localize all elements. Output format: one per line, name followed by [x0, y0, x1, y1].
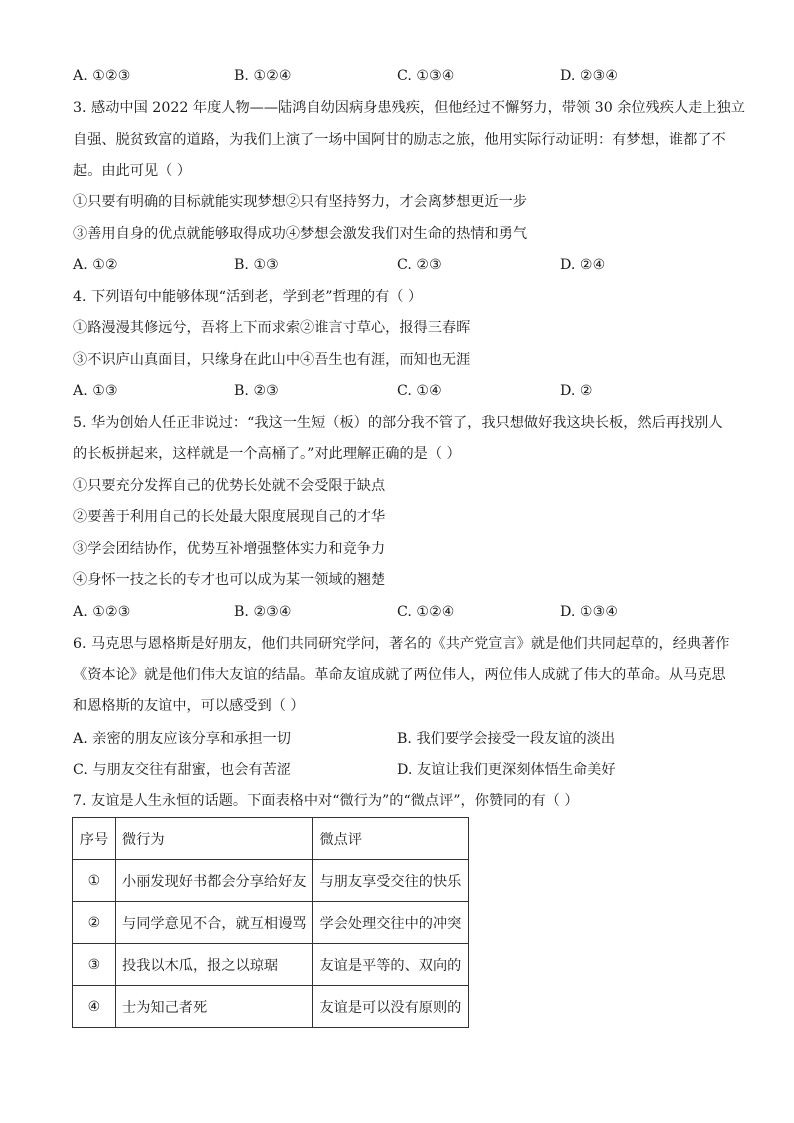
q2-option-d[interactable]: D. ②③④ — [560, 68, 619, 84]
table-cell-index: ③ — [73, 944, 116, 986]
table-cell-index: ① — [73, 860, 116, 902]
q5-option-a[interactable]: A. ①②③ — [73, 604, 131, 620]
q6-options-row-2 — [73, 760, 733, 780]
table-cell-comment: 学会处理交往中的冲突 — [313, 902, 469, 944]
table-header-comment: 微点评 — [313, 818, 469, 860]
q4-statement-line-2: ③不识庐山真面目，只缘身在此山中④吾生也有涯，而知也无涯 — [73, 352, 471, 368]
q7-table — [72, 817, 469, 1028]
q5-statement-1: ①只要充分发挥自己的优势长处就不会受限于缺点 — [73, 478, 386, 494]
table-row — [73, 860, 469, 902]
table-header-index: 序号 — [73, 818, 116, 860]
q5-statement-4: ④身怀一技之长的专才也可以成为某一领域的翘楚 — [73, 572, 386, 588]
q3-option-b[interactable]: B. ①③ — [234, 257, 279, 273]
q6-option-a[interactable]: A. 亲密的朋友应该分享和承担一切 — [73, 731, 291, 747]
table-cell-comment: 友谊是可以没有原则的 — [313, 986, 469, 1028]
q3-stem-line-1: 3. 感动中国 2022 年度人物——陆鸿自幼因病身患残疾，但他经过不懈努力，带领 30 余位残疾人走上独立 — [73, 100, 745, 116]
table-cell-behavior: 投我以木瓜，报之以琼琚 — [116, 944, 313, 986]
table-cell-index: ④ — [73, 986, 116, 1028]
q4-option-a[interactable]: A. ①③ — [73, 383, 118, 399]
q5-option-c[interactable]: C. ①②④ — [397, 604, 455, 620]
table-cell-behavior: 与同学意见不合，就互相谩骂 — [116, 902, 313, 944]
q5-statement-3: ③学会团结协作，优势互补增强整体实力和竞争力 — [73, 541, 386, 557]
q7-stem: 7. 友谊是人生永恒的话题。下面表格中对“微行为”的“微点评”，你赞同的有（ ） — [73, 793, 579, 809]
q6-stem-line-3: 和恩格斯的友谊中，可以感受到（ ） — [73, 698, 305, 714]
q4-option-c[interactable]: C. ①④ — [397, 383, 442, 399]
q3-option-d[interactable]: D. ②④ — [560, 257, 606, 273]
q5-option-d[interactable]: D. ①③④ — [560, 604, 619, 620]
q2-option-b[interactable]: B. ①②④ — [234, 68, 292, 84]
q6-stem-line-1: 6. 马克思与恩格斯是好朋友，他们共同研究学问，著名的《共产党宣言》就是他们共同起草的，经典著作 — [73, 636, 730, 652]
q6-stem-line-2: 《资本论》就是他们伟大友谊的结晶。革命友谊成就了两位伟人，两位伟人成就了伟大的革命。从马克思 — [73, 667, 726, 683]
table-cell-behavior: 士为知己者死 — [116, 986, 313, 1028]
table-row — [73, 944, 469, 986]
table-header-row — [73, 818, 469, 860]
q6-option-d[interactable]: D. 友谊让我们更深刻体悟生命美好 — [397, 762, 616, 778]
q4-stem: 4. 下列语句中能够体现“活到老，学到老”哲理的有（ ） — [73, 289, 423, 305]
q4-statement-line-1: ①路漫漫其修远兮，吾将上下而求索②谁言寸草心，报得三春晖 — [73, 320, 471, 336]
q4-options — [73, 381, 733, 401]
q6-option-c[interactable]: C. 与朋友交往有甜蜜，也会有苦涩 — [73, 762, 291, 778]
q3-option-a[interactable]: A. ①② — [73, 257, 118, 273]
q5-options — [73, 602, 733, 622]
q4-option-b[interactable]: B. ②③ — [234, 383, 279, 399]
q3-statement-line-2: ③善用自身的优点就能够取得成功④梦想会激发我们对生命的热情和勇气 — [73, 226, 528, 242]
q2-option-c[interactable]: C. ①③④ — [397, 68, 455, 84]
q6-options-row-1 — [73, 729, 733, 749]
table-cell-comment: 友谊是平等的、双向的 — [313, 944, 469, 986]
table-cell-index: ② — [73, 902, 116, 944]
table-cell-comment: 与朋友享受交往的快乐 — [313, 860, 469, 902]
q5-stem-line-2: 的长板拼起来，这样就是一个高桶了。”对此理解正确的是（ ） — [73, 446, 461, 462]
q4-option-d[interactable]: D. ② — [560, 383, 593, 399]
table-row — [73, 986, 469, 1028]
q3-stem-line-3: 起。由此可见（ ） — [73, 163, 192, 179]
q3-options — [73, 255, 733, 275]
table-cell-behavior: 小丽发现好书都会分享给好友 — [116, 860, 313, 902]
q2-options — [73, 66, 733, 86]
table-row — [73, 902, 469, 944]
q5-option-b[interactable]: B. ②③④ — [234, 604, 292, 620]
table-header-behavior: 微行为 — [116, 818, 313, 860]
q3-option-c[interactable]: C. ②③ — [397, 257, 442, 273]
q5-statement-2: ②要善于利用自己的长处最大限度展现自己的才华 — [73, 509, 386, 525]
q2-option-a[interactable]: A. ①②③ — [73, 68, 131, 84]
q3-stem-line-2: 自强、脱贫致富的道路，为我们上演了一场中国阿甘的励志之旅，他用实际行动证明：有梦想，谁都了不 — [73, 132, 726, 148]
q5-stem-line-1: 5. 华为创始人任正非说过：“我这一生短（板）的部分我不管了，我只想做好我这块长板，然后再找别人 — [73, 415, 723, 431]
q6-option-b[interactable]: B. 我们要学会接受一段友谊的淡出 — [397, 731, 616, 747]
q3-statement-line-1: ①只要有明确的目标就能实现梦想②只有坚持努力，才会离梦想更近一步 — [73, 194, 528, 210]
